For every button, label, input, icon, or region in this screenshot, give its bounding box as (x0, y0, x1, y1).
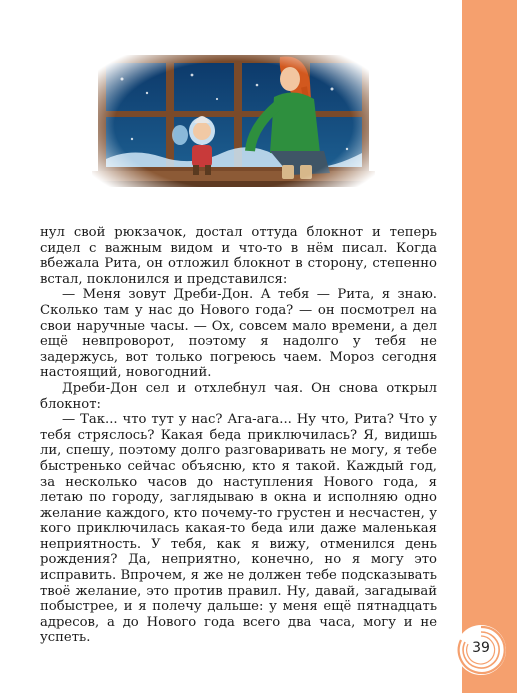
paragraph-2: — Меня зовут Дреби-Дон. А тебя — Рита, я знаю. Сколько там у нас до Нового года? — он посмотрел на свои наручные часы. — Ох, совсем мало времени, а дел ещё невпроворот, поэтому я надолго у тебя не задержусь, вот только погреюсь чаем. Мороз сегодня настоящий, новогодний. (40, 287, 437, 381)
page-number: 39 (472, 640, 490, 656)
paragraph-4: — Так... что тут у нас? Ага-ага... Ну что, Рита? Что у тебя стряслось? Какая беда приключилась? Я, видишь ли, спешу, поэтому долго разговаривать не могу, я тебе быстренько сейчас объясню, кто я такой. Каждый год, за несколько часов до наступления Нового года, я летаю по городу, заглядываю в окна и исполняю одно желание каждого, кто почему-то грустен и несчастен, у кого приключилась какая-то беда или даже маленькая неприятность. У тебя, как я вижу, отменился день рождения? Да, неприятно, конечно, но я могу это исправить. Впрочем, я же не должен тебе подсказывать твоё желание, это против правил. Ну, давай, загадывай побыстрее, и я полечу дальше: у меня ещё пятнадцать адресов, а до Нового года всего два часа, могу и не успеть. (40, 412, 437, 646)
page-side-stripe (462, 0, 517, 693)
paragraph-3: Дреби-Дон сел и отхлебнул чая. Он снова открыл блокнот: (40, 380, 437, 412)
story-illustration (92, 49, 375, 201)
story-illustration-icon (92, 49, 375, 201)
story-text (40, 225, 437, 646)
paragraph-1: нул свой рюкзачок, достал оттуда блокнот и теперь сидел с важным видом и что-то в нём писал. Когда вбежала Рита, он отложил блокнот в сторону, степенно встал, поклонился и представился: (40, 225, 437, 287)
